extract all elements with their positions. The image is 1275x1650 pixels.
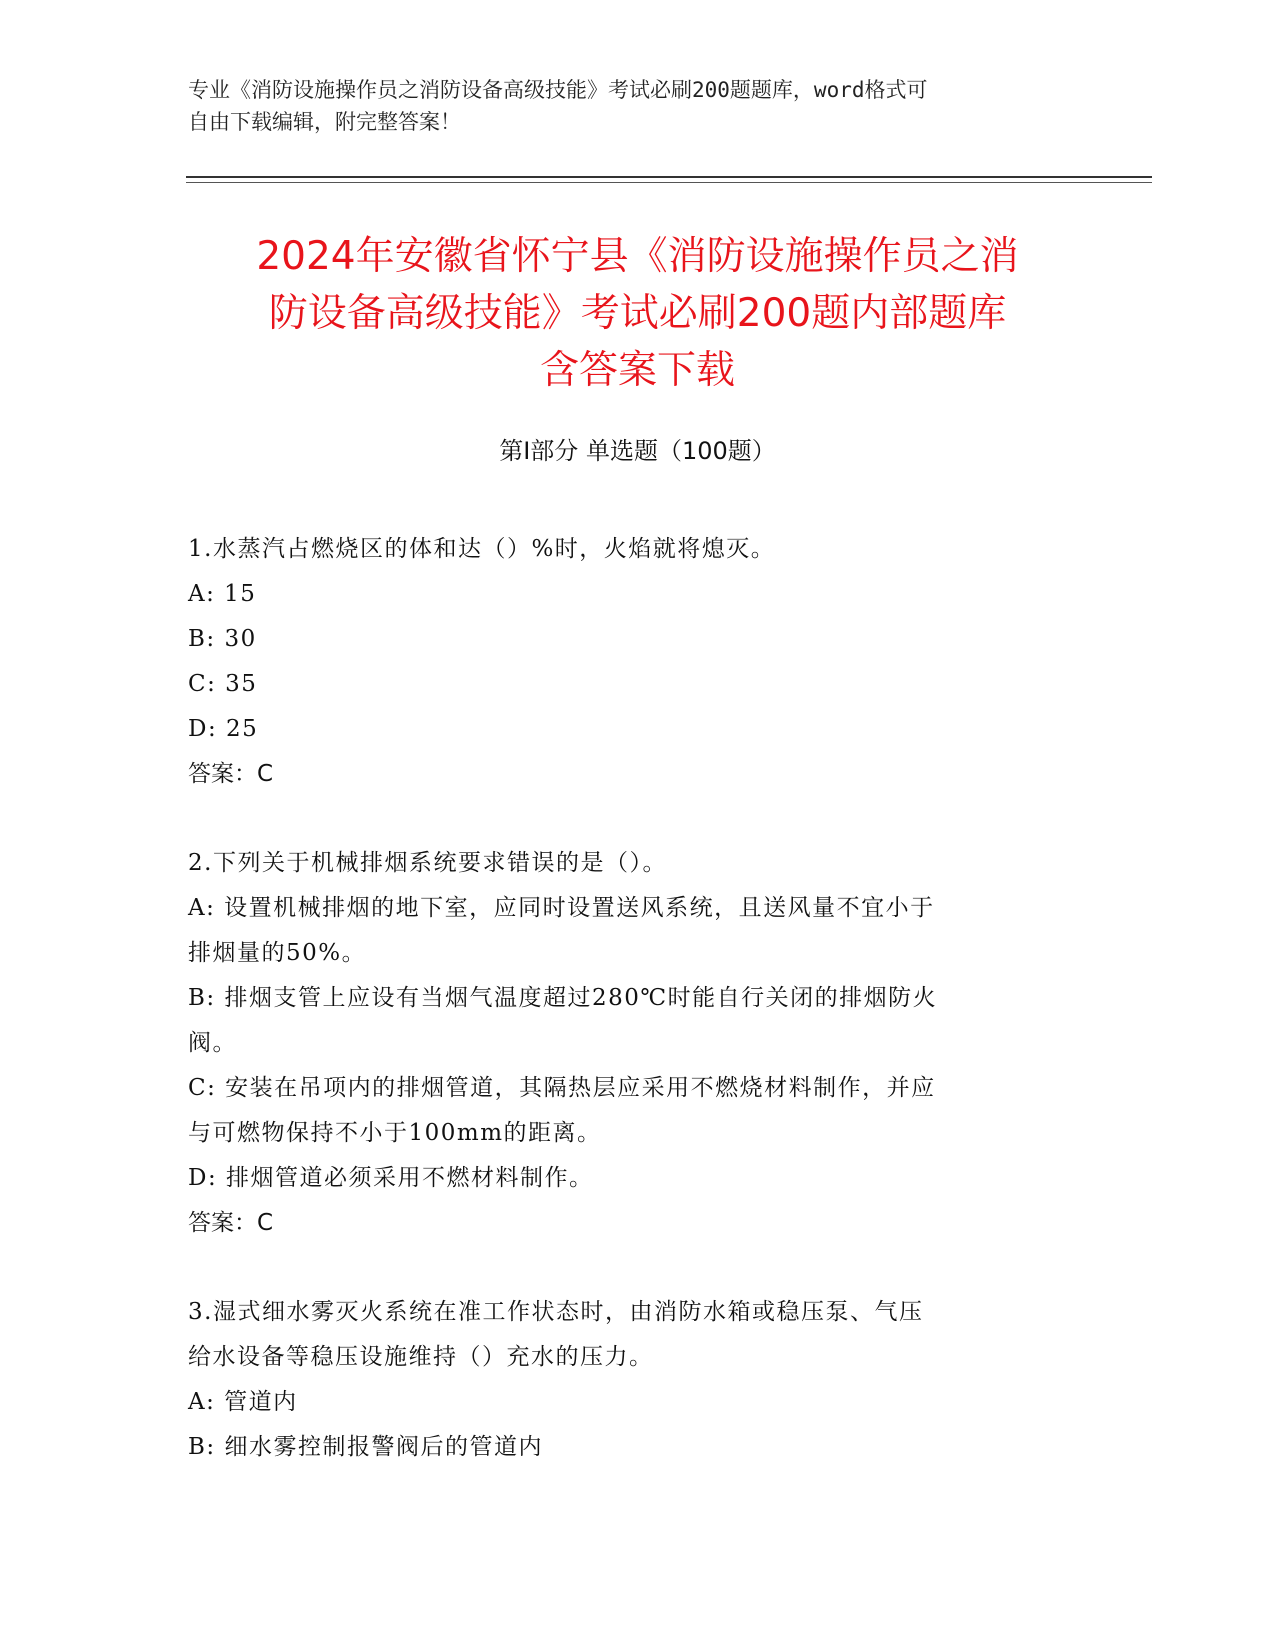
question-3 bbox=[188, 1290, 1088, 1470]
question-1-option-b: B: 30 bbox=[188, 626, 257, 652]
question-2-stem: 2.下列关于机械排烟系统要求错误的是（）。 bbox=[188, 850, 667, 876]
question-2-option-d: D: 排烟管道必须采用不燃材料制作。 bbox=[188, 1165, 594, 1191]
question-1 bbox=[188, 527, 1088, 797]
header-note-line-1: 专业《消防设施操作员之消防设备高级技能》考试必刷200题题库，word格式可 bbox=[188, 78, 928, 102]
question-3-option-b: B: 细水雾控制报警阀后的管道内 bbox=[188, 1434, 543, 1460]
question-3-option-a: A: 管道内 bbox=[188, 1389, 298, 1415]
document-title bbox=[150, 228, 1125, 399]
question-2-option-a-line-2: 排烟量的50%。 bbox=[188, 940, 367, 966]
question-2-answer: 答案：C bbox=[188, 1210, 274, 1236]
header-divider-thin bbox=[186, 182, 1152, 183]
section-title: 第Ⅰ部分 单选题（100题） bbox=[499, 437, 776, 465]
question-1-stem: 1.水蒸汽占燃烧区的体和达（）%时，火焰就将熄灭。 bbox=[188, 536, 776, 562]
question-3-stem-line-1: 3.湿式细水雾灭火系统在准工作状态时，由消防水箱或稳压泵、气压 bbox=[188, 1299, 924, 1325]
header-divider-thick bbox=[186, 176, 1152, 178]
header-note bbox=[188, 74, 1088, 138]
question-2-option-b-line-2: 阀。 bbox=[188, 1030, 237, 1056]
header-note-line-2: 自由下载编辑，附完整答案！ bbox=[188, 110, 461, 134]
question-1-answer: 答案：C bbox=[188, 761, 274, 787]
question-3-stem-line-2: 给水设备等稳压设施维持（）充水的压力。 bbox=[188, 1344, 654, 1370]
question-1-option-c: C: 35 bbox=[188, 671, 258, 697]
question-2-option-b-line-1: B: 排烟支管上应设有当烟气温度超过280℃时能自行关闭的排烟防火 bbox=[188, 985, 938, 1011]
question-2 bbox=[188, 841, 1088, 1246]
document-title-line-3: 含答案下载 bbox=[539, 348, 735, 393]
question-list bbox=[188, 527, 1088, 1514]
question-1-option-d: D: 25 bbox=[188, 716, 259, 742]
question-2-option-a-line-1: A: 设置机械排烟的地下室，应同时设置送风系统，且送风量不宜小于 bbox=[188, 895, 935, 921]
question-1-option-a: A: 15 bbox=[188, 581, 257, 607]
document-title-line-2: 防设备高级技能》考试必刷200题内部题库 bbox=[268, 291, 1007, 336]
question-2-option-c-line-1: C: 安装在吊项内的排烟管道，其隔热层应采用不燃烧材料制作，并应 bbox=[188, 1075, 936, 1101]
question-2-option-c-line-2: 与可燃物保持不小于100mm的距离。 bbox=[188, 1120, 602, 1146]
document-title-line-1: 2024年安徽省怀宁县《消防设施操作员之消 bbox=[256, 234, 1019, 279]
